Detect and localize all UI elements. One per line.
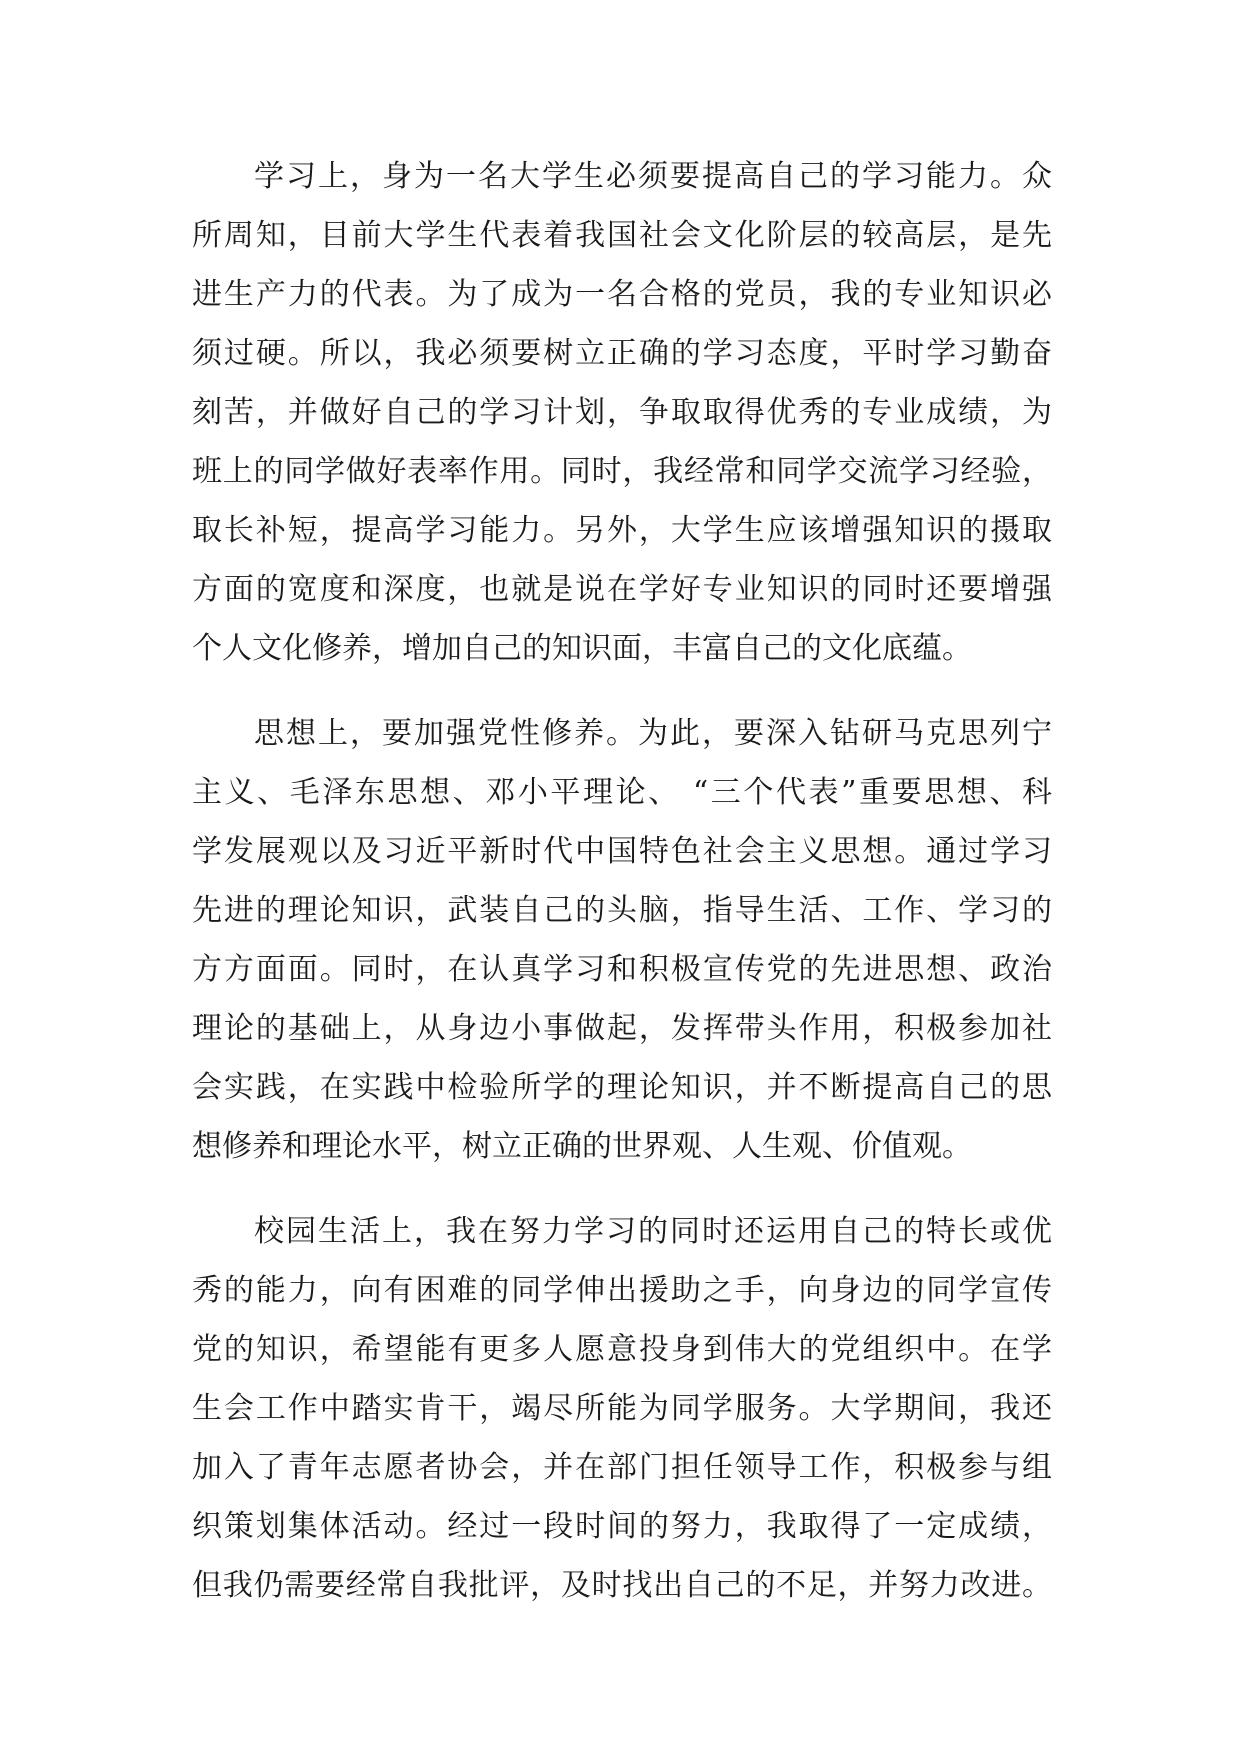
paragraph-line: 刻苦，并做好自己的学习计划，争取取得优秀的专业成绩，为	[192, 395, 1052, 430]
paragraph-line: 方面的宽度和深度，也就是说在学好专业知识的同时还要增强	[192, 572, 1052, 607]
paragraph-line: 理论的基础上，从身边小事做起，发挥带头作用，积极参加社	[192, 1011, 1052, 1046]
paragraph-line: 须过硬。所以，我必须要树立正确的学习态度，平时学习勤奋	[192, 336, 1052, 371]
paragraph-campus-life	[192, 1202, 1052, 1615]
paragraph-line: 思想上，要加强党性修养。为此，要深入钻研马克思列宁	[254, 716, 1052, 751]
paragraph-line: 会实践，在实践中检验所学的理论知识，并不断提高自己的思	[192, 1070, 1052, 1105]
paragraph-line: 校园生活上，我在努力学习的同时还运用自己的特长或优	[254, 1214, 1052, 1249]
paragraph-line: 个人文化修养，增加自己的知识面，丰富自己的文化底蕴。	[192, 631, 972, 666]
paragraph-line: 学发展观以及习近平新时代中国特色社会主义思想。通过学习	[192, 834, 1052, 869]
paragraph-line: 秀的能力，向有困难的同学伸出援助之手，向身边的同学宣传	[192, 1273, 1052, 1308]
paragraph-line: 方方面面。同时，在认真学习和积极宣传党的先进思想、政治	[192, 952, 1052, 987]
paragraph-line: 但我仍需要经常自我批评，及时找出自己的不足，并努力改进。	[192, 1568, 1052, 1603]
paragraph-line: 党的知识，希望能有更多人愿意投身到伟大的党组织中。在学	[192, 1332, 1052, 1367]
paragraph-line: 加入了青年志愿者协会，并在部门担任领导工作，积极参与组	[192, 1450, 1052, 1485]
paragraph-line: 想修养和理论水平，树立正确的世界观、人生观、价值观。	[192, 1129, 972, 1164]
document-body	[192, 147, 1052, 1641]
paragraph-line: 先进的理论知识，武装自己的头脑，指导生活、工作、学习的	[192, 893, 1052, 928]
paragraph-line: 生会工作中踏实肯干，竭尽所能为同学服务。大学期间，我还	[192, 1391, 1052, 1426]
paragraph-line: 学习上，身为一名大学生必须要提高自己的学习能力。众	[254, 159, 1052, 194]
paragraph-line: 进生产力的代表。为了成为一名合格的党员，我的专业知识必	[192, 277, 1052, 312]
paragraph-line: 班上的同学做好表率作用。同时，我经常和同学交流学习经验，	[192, 454, 1052, 489]
paragraph-thought	[192, 704, 1052, 1176]
paragraph-line: 所周知，目前大学生代表着我国社会文化阶层的较高层，是先	[192, 218, 1052, 253]
paragraph-line: 主义、毛泽东思想、邓小平理论、 “三个代表”重要思想、科	[192, 775, 1052, 810]
paragraph-line: 织策划集体活动。经过一段时间的努力，我取得了一定成绩，	[192, 1509, 1052, 1544]
paragraph-study	[192, 147, 1052, 678]
paragraph-line: 取长补短，提高学习能力。另外，大学生应该增强知识的摄取	[192, 513, 1052, 548]
